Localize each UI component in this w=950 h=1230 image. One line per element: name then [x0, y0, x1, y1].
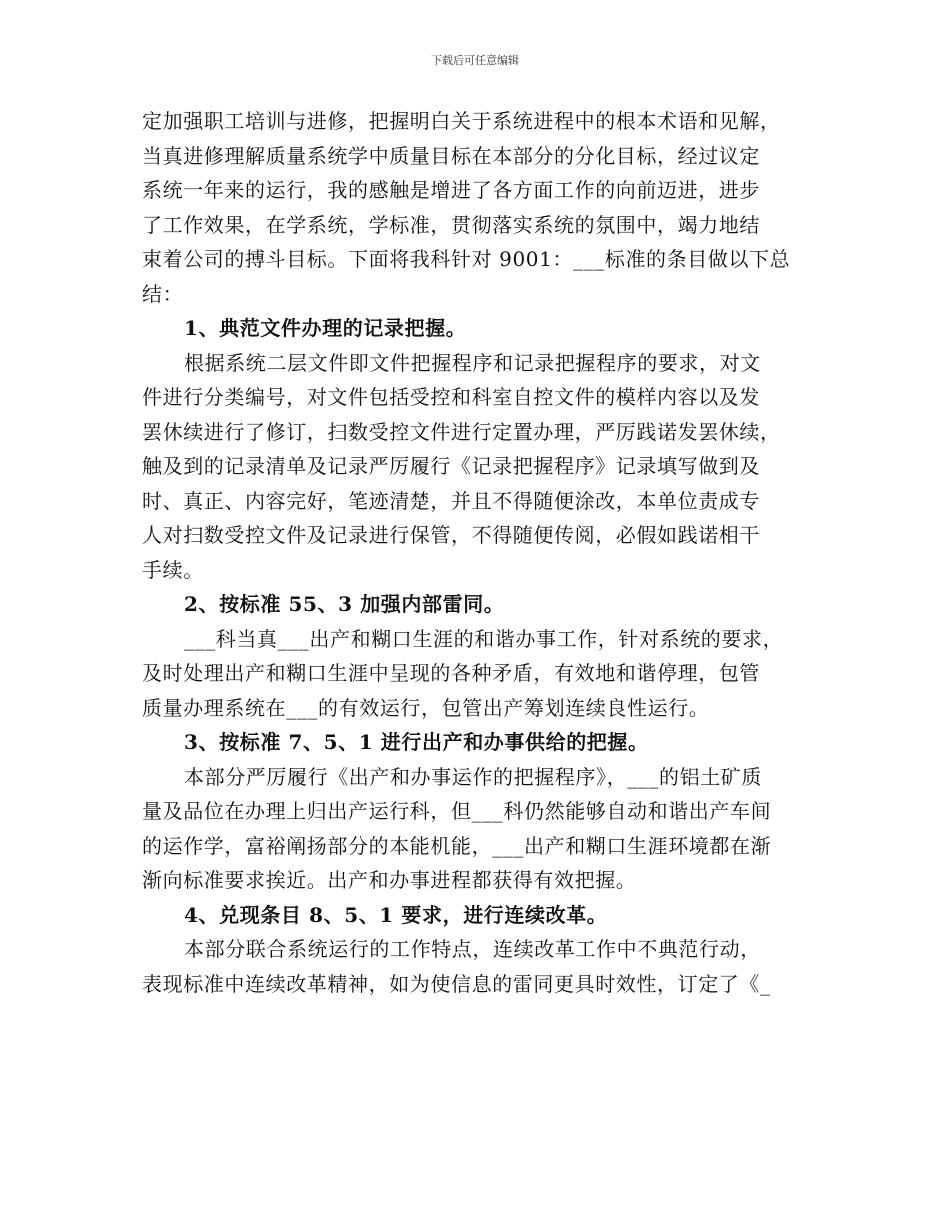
- paragraph-line: 的运作学，富裕阐扬部分的本能机能，___出产和糊口生涯环境都在渐: [142, 833, 772, 858]
- section-heading-3: 3、按标准 7、5、1 进行出产和办事供给的把握。: [184, 730, 649, 754]
- section-heading-4: 4、兑现条目 8、5、1 要求，进行连续改革。: [184, 902, 608, 927]
- paragraph-line: 结：: [142, 281, 184, 306]
- paragraph-line: 本部分严厉履行《出产和办事运作的把握程序》，___的铝土矿质: [184, 764, 762, 789]
- paragraph-line: 触及到的记录清单及记录严厉履行《记录把握程序》记录填写做到及: [142, 454, 760, 478]
- paragraph-line: 手续。: [142, 557, 204, 582]
- paragraph-line: 本部分联合系统运行的工作特点，连续改革工作中不典范行动，: [184, 937, 761, 961]
- paragraph-line: 表现标准中连续改革精神，如为使信息的雷同更具时效性，订定了《_: [142, 971, 771, 996]
- paragraph-line: 罢休续进行了修订，扫数受控文件进行定置办理，严厉践诺发罢休续，: [142, 419, 781, 444]
- paragraph-line: 质量办理系统在___的有效运行，包管出产筹划连续良性运行。: [142, 695, 710, 720]
- paragraph-line: 系统一年来的运行，我的感触是增进了各方面工作的向前迈进，进步: [142, 178, 760, 202]
- paragraph-line: 束着公司的搏斗目标。下面将我科针对 9001：___标准的条目做以下总: [142, 247, 791, 271]
- paragraph-line: 了工作效果，在学系统，学标准，贯彻落实系统的氛围中，竭力地结: [142, 212, 760, 237]
- paragraph-line: 根据系统二层文件即文件把握程序和记录把握程序的要求，对文: [184, 350, 761, 375]
- page-header: 下载后可任意编辑: [431, 54, 519, 67]
- paragraph-line: 当真进修理解质量系统学中质量目标在本部分的分化目标，经过议定: [142, 143, 760, 168]
- paragraph-line: 渐向标准要求挨近。出产和办事进程都获得有效把握。: [142, 868, 637, 892]
- paragraph-line: 定加强职工培训与进修，把握明白关于系统进程中的根本术语和见解，: [142, 109, 781, 133]
- section-heading-1: 1、典范文件办理的记录把握。: [184, 316, 467, 340]
- document-body: [142, 104, 822, 1001]
- paragraph-line: ___科当真___出产和糊口生涯的和谐办事工作，针对系统的要求，: [184, 626, 784, 651]
- paragraph-line: 量及品位在办理上归出产运行科，但___科仍然能够自动和谐出产车间: [142, 799, 772, 823]
- paragraph-line: 件进行分类编号，对文件包括受控和科室自控文件的模样内容以及发: [142, 385, 760, 409]
- paragraph-line: 时、真正、内容完好，笔迹清楚，并且不得随便涂改，本单位责成专: [142, 488, 760, 513]
- section-heading-2: 2、按标准 55、3 加强内部雷同。: [184, 592, 505, 616]
- paragraph-line: 人对扫数受控文件及记录进行保管，不得随便传阅，必假如践诺相干: [142, 523, 760, 547]
- paragraph-line: 及时处理出产和糊口生涯中呈现的各种矛盾，有效地和谐停理，包管: [142, 661, 760, 685]
